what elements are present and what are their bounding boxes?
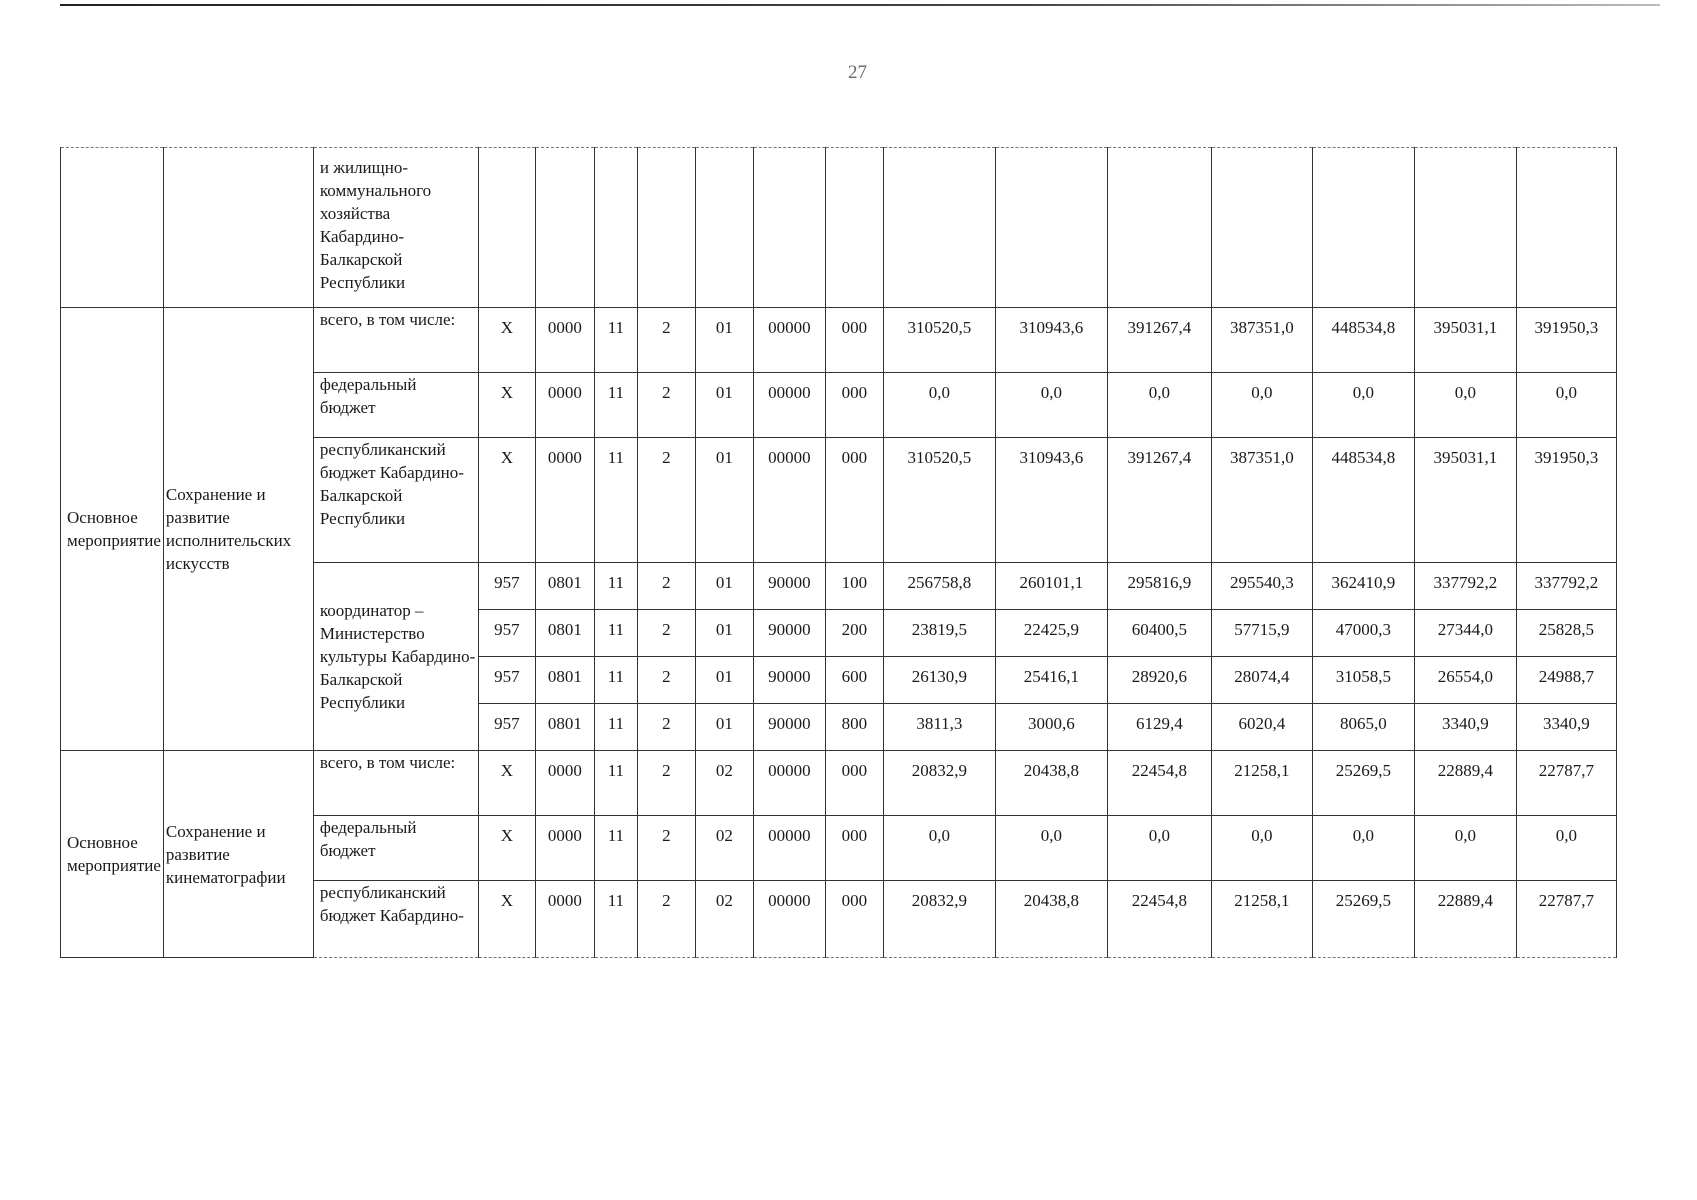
value-cell: 0,0 (1312, 373, 1414, 438)
top-rule (60, 4, 1660, 6)
value-cell: 6020,4 (1211, 704, 1312, 751)
value-cell: 310520,5 (883, 308, 995, 373)
funding-source-cell: республиканский бюджет Кабардино-Балкарской Республики (313, 438, 478, 563)
code-grbs-cell: 957 (478, 704, 535, 751)
continuation-empty-cell (1414, 148, 1516, 308)
value-cell: 31058,5 (1312, 657, 1414, 704)
value-cell: 21258,1 (1211, 881, 1312, 958)
code-c2-cell: 2 (637, 881, 695, 958)
code-c4-cell: 00000 (753, 373, 825, 438)
value-cell: 0,0 (1211, 816, 1312, 881)
value-cell: 28920,6 (1107, 657, 1211, 704)
continuation-name-cell (163, 148, 313, 308)
code-c3-cell: 01 (695, 308, 753, 373)
code-grbs-cell: Х (478, 308, 535, 373)
value-cell: 3000,6 (995, 704, 1107, 751)
activity-name-cell: Сохранение и развитие кинематографии (163, 751, 313, 958)
code-c1-cell: 11 (594, 308, 637, 373)
continuation-empty-cell (637, 148, 695, 308)
value-cell: 25828,5 (1516, 610, 1616, 657)
value-cell: 22454,8 (1107, 751, 1211, 816)
value-cell: 0,0 (1414, 373, 1516, 438)
code-c3-cell: 01 (695, 704, 753, 751)
value-cell: 310943,6 (995, 308, 1107, 373)
continuation-empty-cell (825, 148, 883, 308)
value-cell: 0,0 (883, 373, 995, 438)
value-cell: 6129,4 (1107, 704, 1211, 751)
code-c1-cell: 11 (594, 373, 637, 438)
code-rzpr-cell: 0000 (535, 308, 594, 373)
continuation-row (61, 148, 1617, 308)
activity-type-cell: Основное мероприятие (61, 751, 164, 958)
code-grbs-cell: Х (478, 881, 535, 958)
code-rzpr-cell: 0000 (535, 438, 594, 563)
code-rzpr-cell: 0801 (535, 704, 594, 751)
code-c2-cell: 2 (637, 657, 695, 704)
value-cell: 0,0 (1211, 373, 1312, 438)
value-cell: 22787,7 (1516, 751, 1616, 816)
continuation-empty-cell (753, 148, 825, 308)
code-grbs-cell: 957 (478, 657, 535, 704)
code-c1-cell: 11 (594, 657, 637, 704)
value-cell: 387351,0 (1211, 308, 1312, 373)
code-c3-cell: 01 (695, 563, 753, 610)
code-grbs-cell: 957 (478, 563, 535, 610)
value-cell: 0,0 (995, 373, 1107, 438)
value-cell: 25269,5 (1312, 751, 1414, 816)
table-body (61, 148, 1617, 958)
value-cell: 47000,3 (1312, 610, 1414, 657)
continuation-empty-cell (995, 148, 1107, 308)
continuation-empty-cell (1312, 148, 1414, 308)
code-c1-cell: 11 (594, 704, 637, 751)
value-cell: 391950,3 (1516, 308, 1616, 373)
code-c1-cell: 11 (594, 438, 637, 563)
value-cell: 26554,0 (1414, 657, 1516, 704)
activity-type-cell: Основное мероприятие (61, 308, 164, 751)
value-cell: 295540,3 (1211, 563, 1312, 610)
value-cell: 0,0 (995, 816, 1107, 881)
value-cell: 0,0 (883, 816, 995, 881)
code-c4-cell: 00000 (753, 881, 825, 958)
code-c1-cell: 11 (594, 563, 637, 610)
code-rzpr-cell: 0801 (535, 563, 594, 610)
page-number: 27 (848, 62, 867, 83)
code-rzpr-cell: 0801 (535, 657, 594, 704)
code-vr-cell: 600 (825, 657, 883, 704)
code-vr-cell: 000 (825, 751, 883, 816)
code-c3-cell: 01 (695, 373, 753, 438)
value-cell: 391267,4 (1107, 438, 1211, 563)
code-vr-cell: 000 (825, 308, 883, 373)
value-cell: 362410,9 (1312, 563, 1414, 610)
code-rzpr-cell: 0801 (535, 610, 594, 657)
code-vr-cell: 000 (825, 373, 883, 438)
continuation-empty-cell (1211, 148, 1312, 308)
value-cell: 25269,5 (1312, 881, 1414, 958)
code-c4-cell: 90000 (753, 704, 825, 751)
code-c1-cell: 11 (594, 751, 637, 816)
value-cell: 391950,3 (1516, 438, 1616, 563)
value-cell: 310943,6 (995, 438, 1107, 563)
value-cell: 337792,2 (1516, 563, 1616, 610)
value-cell: 0,0 (1516, 816, 1616, 881)
value-cell: 26130,9 (883, 657, 995, 704)
continuation-empty-cell (695, 148, 753, 308)
value-cell: 391267,4 (1107, 308, 1211, 373)
value-cell: 0,0 (1107, 816, 1211, 881)
activity-name-cell: Сохранение и развитие исполнительских искусств (163, 308, 313, 751)
code-c3-cell: 01 (695, 657, 753, 704)
value-cell: 28074,4 (1211, 657, 1312, 704)
value-cell: 24988,7 (1516, 657, 1616, 704)
funding-source-cell: республиканский бюджет Кабардино- (313, 881, 478, 958)
continuation-empty-cell (883, 148, 995, 308)
code-c4-cell: 00000 (753, 816, 825, 881)
code-c2-cell: 2 (637, 751, 695, 816)
code-c2-cell: 2 (637, 373, 695, 438)
value-cell: 395031,1 (1414, 308, 1516, 373)
code-rzpr-cell: 0000 (535, 881, 594, 958)
value-cell: 20438,8 (995, 881, 1107, 958)
value-cell: 256758,8 (883, 563, 995, 610)
code-grbs-cell: 957 (478, 610, 535, 657)
table-row (61, 751, 1617, 816)
code-vr-cell: 000 (825, 816, 883, 881)
value-cell: 22889,4 (1414, 881, 1516, 958)
continuation-empty-cell (478, 148, 535, 308)
value-cell: 60400,5 (1107, 610, 1211, 657)
code-rzpr-cell: 0000 (535, 373, 594, 438)
value-cell: 3340,9 (1414, 704, 1516, 751)
code-c1-cell: 11 (594, 610, 637, 657)
code-grbs-cell: Х (478, 751, 535, 816)
coordinator-source-cell: координатор – Министерство культуры Кабардино-Балкарской Республики (313, 563, 478, 751)
continuation-empty-cell (594, 148, 637, 308)
code-c2-cell: 2 (637, 816, 695, 881)
value-cell: 25416,1 (995, 657, 1107, 704)
code-grbs-cell: Х (478, 438, 535, 563)
continuation-source-cell: и жилищно-коммунального хозяйства Кабардино-Балкарской Республики (313, 148, 478, 308)
code-c4-cell: 00000 (753, 751, 825, 816)
code-c2-cell: 2 (637, 610, 695, 657)
code-grbs-cell: Х (478, 373, 535, 438)
value-cell: 20832,9 (883, 751, 995, 816)
value-cell: 3811,3 (883, 704, 995, 751)
value-cell: 27344,0 (1414, 610, 1516, 657)
value-cell: 22425,9 (995, 610, 1107, 657)
value-cell: 8065,0 (1312, 704, 1414, 751)
code-vr-cell: 000 (825, 438, 883, 563)
value-cell: 295816,9 (1107, 563, 1211, 610)
code-c2-cell: 2 (637, 308, 695, 373)
value-cell: 387351,0 (1211, 438, 1312, 563)
value-cell: 0,0 (1414, 816, 1516, 881)
value-cell: 395031,1 (1414, 438, 1516, 563)
continuation-empty-cell (535, 148, 594, 308)
value-cell: 448534,8 (1312, 438, 1414, 563)
value-cell: 310520,5 (883, 438, 995, 563)
code-c4-cell: 00000 (753, 438, 825, 563)
value-cell: 0,0 (1516, 373, 1616, 438)
code-c3-cell: 02 (695, 751, 753, 816)
value-cell: 260101,1 (995, 563, 1107, 610)
value-cell: 337792,2 (1414, 563, 1516, 610)
code-c1-cell: 11 (594, 816, 637, 881)
table-row (61, 308, 1617, 373)
code-vr-cell: 100 (825, 563, 883, 610)
value-cell: 20832,9 (883, 881, 995, 958)
continuation-empty-cell (1107, 148, 1211, 308)
funding-source-cell: всего, в том числе: (313, 751, 478, 816)
value-cell: 20438,8 (995, 751, 1107, 816)
code-c1-cell: 11 (594, 881, 637, 958)
code-c4-cell: 90000 (753, 563, 825, 610)
value-cell: 21258,1 (1211, 751, 1312, 816)
code-c4-cell: 00000 (753, 308, 825, 373)
funding-source-cell: всего, в том числе: (313, 308, 478, 373)
value-cell: 0,0 (1312, 816, 1414, 881)
value-cell: 3340,9 (1516, 704, 1616, 751)
value-cell: 0,0 (1107, 373, 1211, 438)
code-c3-cell: 01 (695, 438, 753, 563)
code-rzpr-cell: 0000 (535, 751, 594, 816)
value-cell: 23819,5 (883, 610, 995, 657)
code-rzpr-cell: 0000 (535, 816, 594, 881)
code-c2-cell: 2 (637, 704, 695, 751)
value-cell: 22787,7 (1516, 881, 1616, 958)
code-c3-cell: 02 (695, 816, 753, 881)
funding-source-cell: федеральный бюджет (313, 816, 478, 881)
funding-source-cell: федеральный бюджет (313, 373, 478, 438)
code-grbs-cell: Х (478, 816, 535, 881)
code-c4-cell: 90000 (753, 657, 825, 704)
code-vr-cell: 200 (825, 610, 883, 657)
continuation-empty-cell (1516, 148, 1616, 308)
value-cell: 22454,8 (1107, 881, 1211, 958)
code-c3-cell: 02 (695, 881, 753, 958)
code-c2-cell: 2 (637, 438, 695, 563)
code-vr-cell: 800 (825, 704, 883, 751)
continuation-type-cell (61, 148, 164, 308)
value-cell: 448534,8 (1312, 308, 1414, 373)
code-c2-cell: 2 (637, 563, 695, 610)
code-c3-cell: 01 (695, 610, 753, 657)
value-cell: 22889,4 (1414, 751, 1516, 816)
budget-table (60, 147, 1617, 958)
code-vr-cell: 000 (825, 881, 883, 958)
value-cell: 57715,9 (1211, 610, 1312, 657)
code-c4-cell: 90000 (753, 610, 825, 657)
